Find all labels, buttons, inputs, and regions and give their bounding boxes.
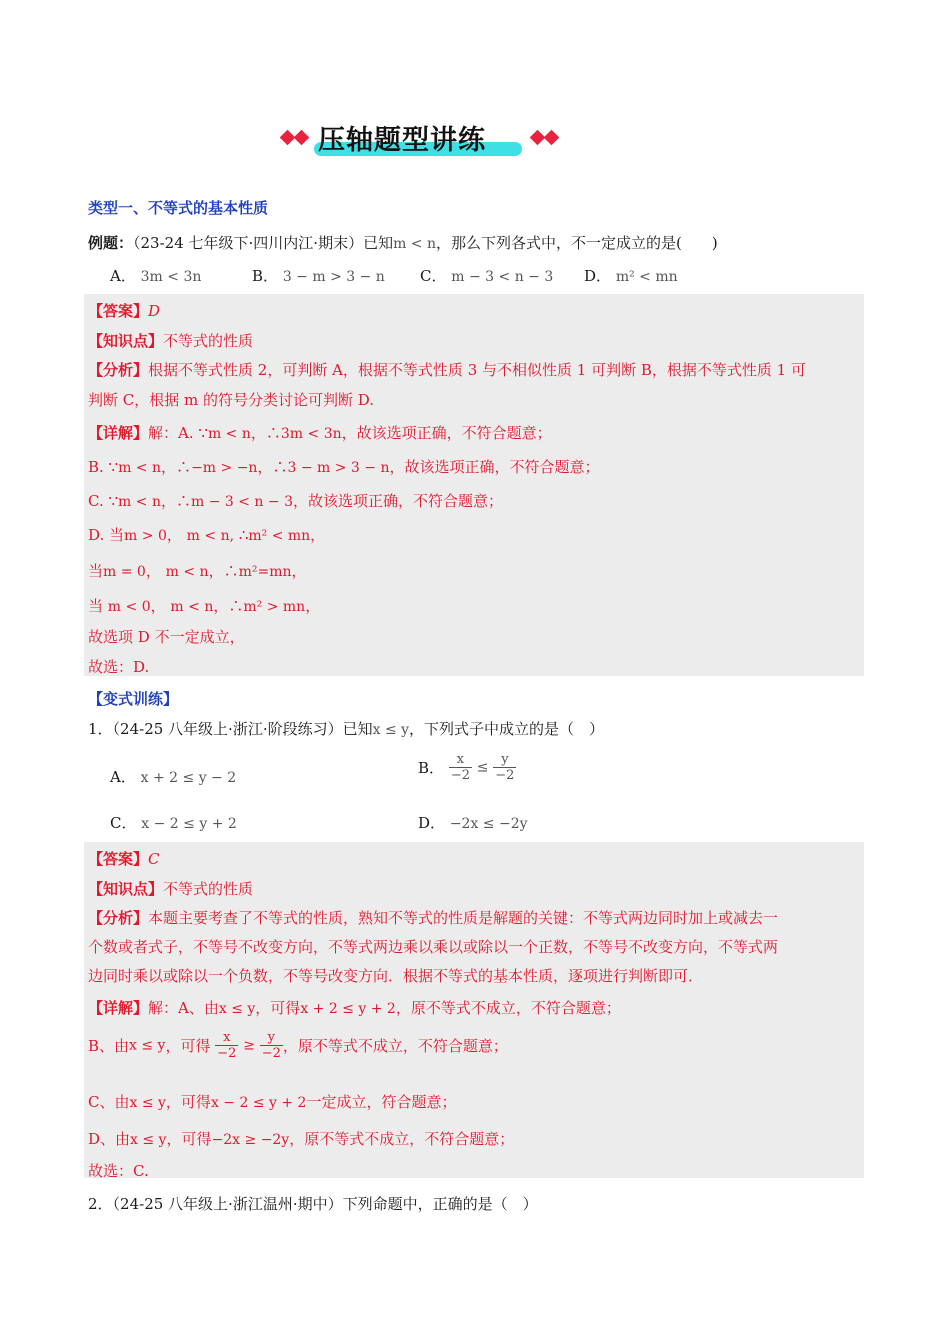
q1-option-c: C． x − 2 ≤ y + 2 — [110, 814, 237, 832]
q1-analysis-3: 边同时乘以或除以一个负数，不等号改变方向．根据不等式的基本性质，逐项进行判断即可． — [88, 967, 704, 985]
section-banner — [280, 118, 570, 162]
detail-line-5: 当m = 0， m < n，∴m²=mn， — [88, 562, 307, 580]
detail-line-6: 当 m < 0， m < n，∴m² > mn， — [88, 597, 321, 615]
example-condition: m < n — [393, 236, 437, 252]
answer-line: 【答案】D — [88, 302, 161, 320]
example-question-text: ，那么下列各式中，不一定成立的是( ) — [436, 234, 718, 252]
banner-title: 压轴题型讲练 — [318, 125, 486, 156]
section-title: 类型一、不等式的基本性质 — [88, 199, 269, 217]
detail-line-1: 【详解】解：A. ∵m < n，∴3m < 3n，故该选项正确，不符合题意； — [88, 424, 552, 442]
q1-knowledge-point: 【知识点】不等式的性质 — [88, 880, 254, 898]
q1-analysis-1: 【分析】本题主要考查了不等式的性质，熟知不等式的性质是解题的关键：不等式两边同时加上或减去一 — [88, 909, 779, 927]
option-c: C． m − 3 < n − 3 — [420, 267, 554, 285]
option-d: D． m² < mn — [584, 267, 678, 285]
q1-detail-2: B、由x ≤ y，可得 $\frac{x}{-2}$ ≥ $\frac{y}{-2}$ ，原不等式不成立，不符合题意； — [88, 1030, 508, 1061]
q1-analysis-2: 个数或者式子，不等号不改变方向，不等式两边乘以乘以或除以一个正数，不等号不改变方向，不等式两 — [88, 938, 779, 956]
detail-line-3: C. ∵m < n，∴m − 3 < n − 3，故该选项正确，不符合题意； — [88, 492, 503, 510]
question-2: 2．（24-25 八年级上·浙江温州·期中）下列命题中，正确的是（ ） — [88, 1195, 538, 1213]
q1-option-a: A． x + 2 ≤ y − 2 — [110, 768, 237, 786]
option-a: A． 3m < 3n — [110, 267, 202, 285]
q1-answer: 【答案】C — [88, 850, 160, 868]
question-1: 1．（24-25 八年级上·浙江·阶段练习）已知x ≤ y，下列式子中成立的是（ ） — [88, 720, 605, 738]
q1-option-b: B． $\frac{x}{-2}$ ≤ $\frac{y}{-2}$ — [418, 752, 515, 783]
analysis-line-1: 【分析】根据不等式性质 2，可判断 A，根据不等式性质 3 与不相似性质 1 可判断 B，根据不等式性质 1 可 — [88, 361, 806, 379]
q1-option-d: D． −2x ≤ −2y — [418, 814, 528, 832]
analysis-line-2: 判断 C，根据 m 的符号分类讨论可判断 D. — [88, 391, 375, 409]
example-source: （23-24 七年级下·四川内江·期末）已知 — [133, 234, 394, 252]
knowledge-point: 【知识点】不等式的性质 — [88, 332, 254, 350]
q1-detail-1: 【详解】解：A、由x ≤ y，可得x + 2 ≤ y + 2，原不等式不成立，不符合题意； — [88, 999, 621, 1017]
detail-line-7: 故选项 D 不一定成立， — [88, 628, 245, 646]
detail-line-8: 故选：D. — [88, 658, 150, 676]
diamond-icon — [294, 130, 310, 146]
variant-label: 【变式训练】 — [88, 690, 179, 708]
q1-detail-5: 故选：C. — [88, 1162, 149, 1180]
example-label: 例题： — [88, 234, 134, 252]
solution-box — [84, 294, 864, 676]
detail-line-4: D. 当m > 0， m < n, ∴m² < mn， — [88, 526, 326, 544]
q1-detail-4: D、由x ≤ y，可得−2x ≥ −2y，原不等式不成立，不符合题意； — [88, 1130, 515, 1148]
detail-line-2: B. ∵m < n，∴−m > −n，∴3 − m > 3 − n，故该选项正确，不符合题意； — [88, 458, 600, 476]
q1-detail-3: C、由x ≤ y，可得x − 2 ≤ y + 2一定成立，符合题意； — [88, 1093, 457, 1111]
option-b: B． 3 − m > 3 − n — [252, 267, 385, 285]
example-question — [88, 232, 718, 253]
diamond-icon — [544, 130, 560, 146]
